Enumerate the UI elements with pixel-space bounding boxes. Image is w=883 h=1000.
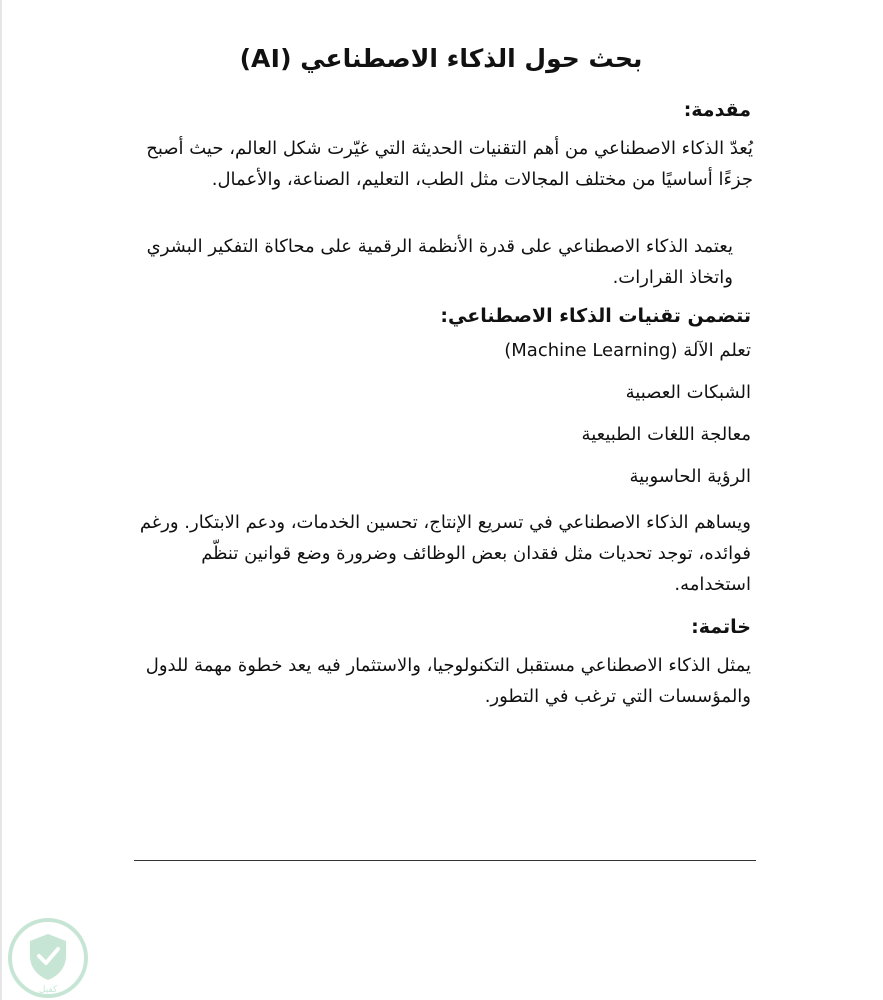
- list-item-term: (Machine Learning): [504, 340, 678, 361]
- reliance-paragraph: يعتمد الذكاء الاصطناعي على قدرة الأنظمة الرقمية على محاكاة التفكير البشري واتخاذ القرارات.: [146, 236, 733, 288]
- divider-line: [134, 860, 756, 861]
- list-item: [131, 339, 751, 363]
- conclusion-paragraph: يمثل الذكاء الاصطناعي مستقبل التكنولوجيا، والاستثمار فيه يعد خطوة مهمة للدول والمؤسسات التي ترغب في التطور.: [145, 655, 751, 707]
- watermark-text: كفيل: [38, 985, 58, 995]
- title-text: بحث حول الذكاء الاصطناعي: [300, 44, 643, 73]
- title-abbreviation: (AI): [239, 44, 292, 73]
- list-item: [131, 381, 751, 405]
- list-item-label: الشبكات العصبية: [625, 382, 751, 403]
- intro-paragraph: يُعدّ الذكاء الاصطناعي من أهم التقنيات الحديثة التي غيّرت شكل العالم، حيث أصبح جزءًا أساسيًا من مختلف المجالات مثل الطب، التعليم، الصناعة، والأعمال.: [146, 138, 753, 190]
- shield-check-icon: [6, 916, 90, 1000]
- page-title: [131, 44, 751, 73]
- contribution-paragraph: ويساهم الذكاء الاصطناعي في تسريع الإنتاج، تحسين الخدمات، ودعم الابتكار. ورغم فوائده، توجد تحديات مثل فقدان بعض الوظائف وضرورة وضع قوانين تنظّم استخدامه.: [139, 512, 751, 595]
- list-item-label: تعلم الآلة: [683, 340, 751, 361]
- list-item-label: معالجة اللغات الطبيعية: [581, 424, 751, 445]
- conclusion-heading: خاتمة:: [691, 616, 751, 638]
- techniques-heading: تتضمن تقنيات الذكاء الاصطناعي:: [440, 305, 751, 327]
- intro-heading: مقدمة:: [683, 99, 751, 121]
- document-body: [131, 36, 751, 712]
- list-item: [131, 423, 751, 447]
- techniques-list: [131, 339, 751, 489]
- list-item: [131, 465, 751, 489]
- list-item-label: الرؤية الحاسوبية: [629, 466, 751, 487]
